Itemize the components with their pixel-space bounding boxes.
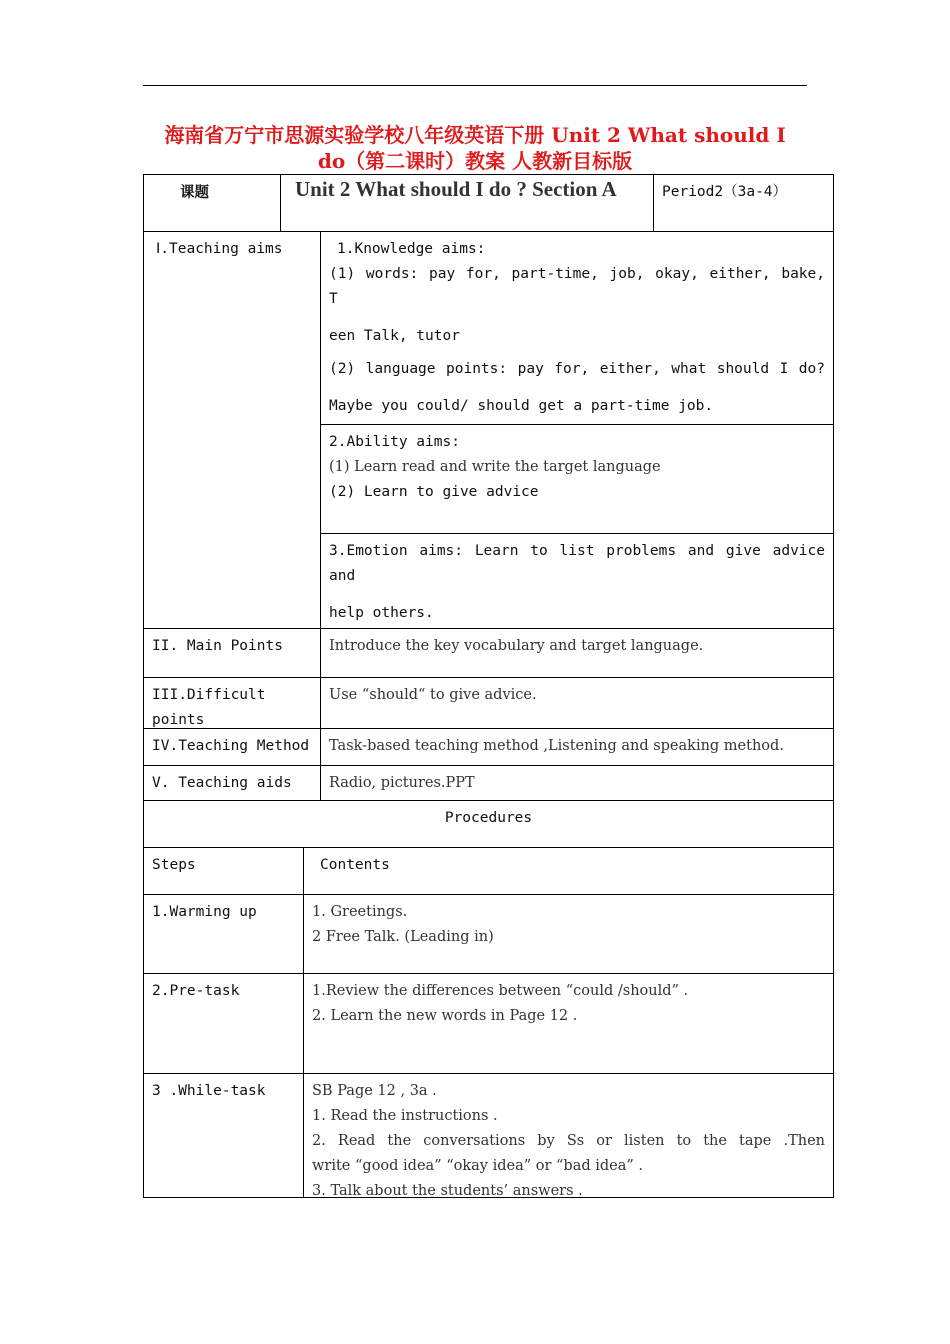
while-task-line-5: 3. Talk about the students’ answers . [312, 1183, 583, 1199]
step-pre-task-cell [143, 973, 304, 1074]
difficult-label-cell [143, 677, 321, 729]
contents-header-cell [303, 847, 834, 895]
while-task-line-1: SB Page 12 , 3a . [312, 1083, 437, 1099]
difficult-value: Use “should“ to give advice. [329, 687, 537, 703]
title-line-2: do（第二课时）教案 人教新目标版 [317, 149, 633, 173]
topic-cell [280, 174, 654, 232]
step-warming-up: 1.Warming up [152, 904, 257, 920]
knowledge-line-1: (1) words: pay for, part-time, job, okay, either, bake, T [329, 266, 825, 307]
ability-aims-cell [320, 424, 834, 534]
aids-label-cell [143, 765, 321, 801]
main-points-cell [320, 628, 834, 678]
step-while-task: 3 .While-task [152, 1083, 266, 1099]
method-value: Task-based teaching method ,Listening and speaking method. [329, 738, 784, 754]
ability-heading: 2.Ability aims: [329, 434, 460, 450]
topic-text: Unit 2 What should I do ? Section A [295, 177, 617, 201]
knowledge-line-2: een Talk, tutor [329, 328, 460, 344]
main-points-value: Introduce the key vocabulary and target language. [329, 638, 704, 654]
step-while-task-cell [143, 1073, 304, 1198]
knowledge-heading: 1.Knowledge aims: [337, 241, 486, 257]
warming-up-line-1: 1. Greetings. [312, 904, 408, 920]
knowledge-line-3: (2) language points: pay for, either, what should I do? [329, 361, 825, 377]
ability-line-2: (2) Learn to give advice [329, 484, 539, 500]
contents-warming-up-cell [303, 894, 834, 974]
aids-label: V. Teaching aids [152, 775, 292, 791]
aids-value: Radio, pictures.PPT [329, 775, 475, 791]
document-title [143, 122, 807, 174]
pre-task-line-1: 1.Review the differences between “could /should” . [312, 983, 689, 999]
method-label-cell [143, 728, 321, 766]
method-label: IV.Teaching Method [152, 738, 310, 754]
emotion-line-1: 3.Emotion aims: Learn to list problems and give advice and [329, 543, 825, 584]
ability-line-1: (1) Learn read and write the target language [329, 459, 661, 475]
difficult-label-line-1: III.Difficult [152, 687, 266, 703]
contents-header: Contents [320, 857, 390, 873]
while-task-line-3: 2. Read the conversations by Ss or listen to the tape .Then [312, 1133, 825, 1149]
steps-header: Steps [152, 857, 196, 873]
knowledge-line-4: Maybe you could/ should get a part-time job. [329, 398, 714, 414]
difficult-cell [320, 677, 834, 729]
topic-label: 课题 [180, 184, 209, 201]
steps-header-cell [143, 847, 304, 895]
pre-task-line-2: 2. Learn the new words in Page 12 . [312, 1008, 578, 1024]
while-task-line-2: 1. Read the instructions . [312, 1108, 498, 1124]
step-pre-task: 2.Pre-task [152, 983, 240, 999]
emotion-line-2: help others. [329, 605, 434, 621]
procedures-title-cell [143, 800, 834, 848]
method-cell [320, 728, 834, 766]
emotion-aims-cell [320, 533, 834, 629]
top-rule [143, 85, 807, 86]
main-points-label-cell [143, 628, 321, 678]
period-cell [653, 174, 834, 232]
aims-label-cell [143, 231, 321, 629]
topic-label-cell [143, 174, 281, 232]
while-task-line-4: write “good idea” “okay idea” or “bad idea” . [312, 1158, 644, 1174]
difficult-label-line-2: points [152, 712, 205, 728]
contents-pre-task-cell [303, 973, 834, 1074]
step-warming-up-cell [143, 894, 304, 974]
contents-while-task-cell [303, 1073, 834, 1198]
aids-cell [320, 765, 834, 801]
title-line-1: 海南省万宁市思源实验学校八年级英语下册 Unit 2 What should I [164, 123, 786, 147]
knowledge-aims-cell [320, 231, 834, 425]
aims-label: Ⅰ.Teaching aims [156, 241, 283, 257]
warming-up-line-2: 2 Free Talk. (Leading in) [312, 929, 494, 945]
main-points-label: II. Main Points [152, 638, 283, 654]
period-text: Period2（3a-4） [662, 184, 788, 200]
procedures-title: Procedures [444, 810, 533, 826]
